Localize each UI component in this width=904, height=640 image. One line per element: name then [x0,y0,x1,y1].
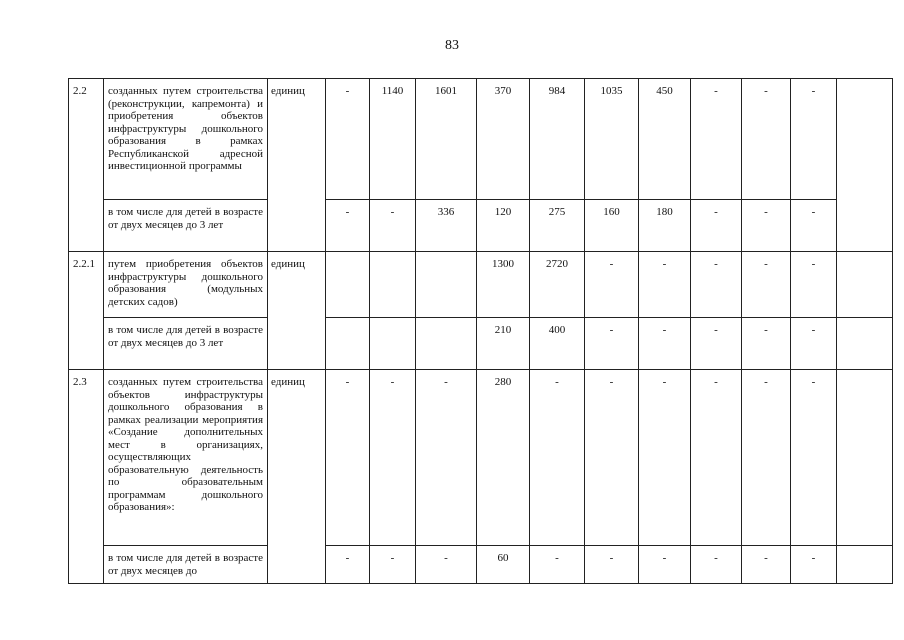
value-cell: - [791,318,837,370]
value-cell: 280 [477,370,530,546]
value-cell: - [742,546,791,584]
value-cell: - [639,318,691,370]
row-description: в том числе для детей в возрасте от двух месяцев до [104,546,268,584]
value-cell: 336 [416,200,477,252]
value-cell: - [691,318,742,370]
row-number: 2.2 [69,79,104,252]
value-cell: - [326,546,370,584]
value-cell [416,252,477,318]
value-cell: - [742,252,791,318]
value-cell: - [326,200,370,252]
data-table [68,78,893,584]
row-description: созданных путем строительства объектов инфраструктуры дошкольного образования в рамках реализации мероприятия «Создание дополнительных мест в организациях, осуществляющих образовательную деятельность по образовательным программам дошкольного образования»: [104,370,268,546]
value-cell: - [639,370,691,546]
value-cell: - [585,252,639,318]
value-cell [837,370,893,546]
value-cell: - [791,79,837,200]
value-cell: - [742,318,791,370]
value-cell: 1601 [416,79,477,200]
value-cell: - [530,546,585,584]
value-cell: - [530,370,585,546]
value-cell: - [742,200,791,252]
value-cell: - [585,318,639,370]
value-cell: - [791,546,837,584]
row-unit: единиц [268,252,326,370]
value-cell: - [326,370,370,546]
row-description: путем приобретения объектов инфраструктуры дошкольного образования (модульных детских садов) [104,252,268,318]
value-cell: 210 [477,318,530,370]
value-cell [416,318,477,370]
value-cell [837,546,893,584]
table-row [69,79,893,200]
value-cell [370,252,416,318]
value-cell: - [585,546,639,584]
value-cell: - [791,370,837,546]
value-cell: 180 [639,200,691,252]
value-cell: - [416,546,477,584]
value-cell: 2720 [530,252,585,318]
value-cell: 1035 [585,79,639,200]
value-cell [326,318,370,370]
value-cell: 275 [530,200,585,252]
value-cell: - [691,546,742,584]
row-unit: единиц [268,370,326,584]
value-cell: - [585,370,639,546]
value-cell: 160 [585,200,639,252]
value-cell: 120 [477,200,530,252]
row-number: 2.3 [69,370,104,584]
value-cell: 1140 [370,79,416,200]
value-cell [326,252,370,318]
value-cell: - [691,200,742,252]
table-row [69,370,893,546]
value-cell: 984 [530,79,585,200]
row-number: 2.2.1 [69,252,104,370]
value-cell: - [791,200,837,252]
value-cell: - [416,370,477,546]
value-cell: - [370,370,416,546]
value-cell: - [326,79,370,200]
value-cell: - [691,252,742,318]
table-row [69,546,893,584]
value-cell [370,318,416,370]
row-description: в том числе для детей в возрасте от двух месяцев до 3 лет [104,200,268,252]
value-cell: - [742,79,791,200]
table-row [69,318,893,370]
value-cell: - [791,252,837,318]
value-cell [837,79,893,252]
table-row [69,200,893,252]
value-cell: - [691,370,742,546]
page-number: 83 [445,38,459,53]
value-cell: 60 [477,546,530,584]
value-cell: - [639,252,691,318]
row-unit: единиц [268,79,326,252]
value-cell: - [370,200,416,252]
value-cell: - [691,79,742,200]
value-cell: - [370,546,416,584]
row-description: в том числе для детей в возрасте от двух месяцев до 3 лет [104,318,268,370]
value-cell: - [742,370,791,546]
value-cell: 1300 [477,252,530,318]
value-cell: 400 [530,318,585,370]
value-cell [837,252,893,318]
row-description: созданных путем строительства (реконструкции, капремонта) и приобретения объектов инфраструктуры дошкольного образования в рамках Республиканской адресной инвестиционной программы [104,79,268,200]
value-cell: - [639,546,691,584]
value-cell: 450 [639,79,691,200]
table-row [69,252,893,318]
value-cell: 370 [477,79,530,200]
value-cell [837,318,893,370]
